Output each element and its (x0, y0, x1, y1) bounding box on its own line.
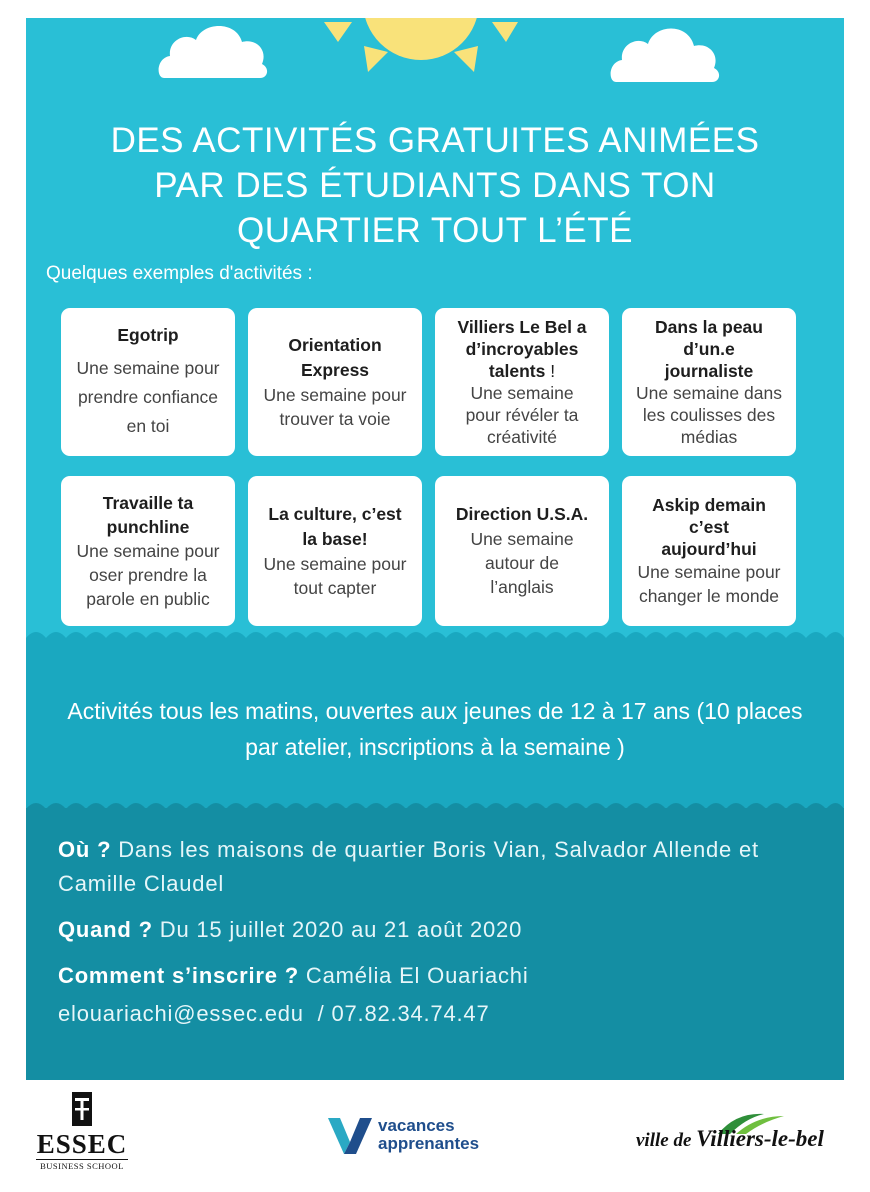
poster (26, 18, 844, 1080)
page-title (46, 118, 824, 253)
activity-title-text: Villiers Le Bel a d’incroyables talents (457, 317, 587, 381)
activity-title: Egotrip (117, 324, 179, 345)
wave-top-icon (26, 622, 844, 662)
when-value: Du 15 juillet 2020 au 21 août 2020 (159, 917, 523, 942)
contact-value: elouariachi@essec.edu / 07.82.34.74.47 (58, 1001, 490, 1026)
where-line (58, 833, 818, 901)
activity-desc: Une semaine dans les coulisses des médias (636, 383, 782, 447)
activity-title: Askip demain c’est aujourd’hui (652, 495, 766, 559)
activity-title: Dans la peau d’un.e journaliste (655, 317, 763, 381)
villiers-logo (636, 1110, 836, 1160)
activity-desc: Une semaine pour oser prendre la parole en public (76, 541, 220, 609)
villiers-name: Villiers-le-bel (696, 1126, 824, 1151)
activity-title: Travaille ta punchline (102, 493, 194, 537)
contact-line (58, 997, 818, 1031)
activity-title-suffix: ! (545, 361, 556, 381)
activity-desc: Une semaine pour révéler ta créativité (465, 383, 579, 447)
how-label: Comment s’inscrire ? (58, 963, 299, 988)
title-line: DES ACTIVITÉS GRATUITES ANIMÉES (110, 121, 760, 160)
how-value: Camélia El Ouariachi (305, 963, 529, 988)
activity-card-punchline (61, 476, 235, 626)
where-value: Dans les maisons de quartier Boris Vian, Salvador Allende et Camille Claudel (58, 837, 759, 896)
wave-bottom-icon (26, 793, 844, 833)
va-line1: vacances (378, 1116, 455, 1135)
cloud-right-icon (608, 18, 723, 82)
essec-emblem-icon (70, 1092, 94, 1126)
activity-title: Orientation Express (288, 335, 382, 380)
activity-card-culture (248, 476, 422, 626)
activity-card-talents (435, 308, 609, 456)
when-label: Quand ? (58, 917, 153, 942)
villiers-prefix: ville de (636, 1130, 697, 1151)
sun-icon (316, 18, 526, 88)
activity-card-journaliste (622, 308, 796, 456)
activity-desc: Une semaine pour trouver ta voie (263, 385, 407, 429)
event-details (58, 833, 818, 1031)
activity-desc: Une semaine pour prendre confiance en toi (76, 357, 220, 436)
activity-card-usa (435, 476, 609, 626)
where-label: Où ? (58, 837, 112, 862)
essec-name: ESSEC (36, 1129, 128, 1159)
va-mark-icon (328, 1118, 374, 1154)
essec-logo (36, 1092, 128, 1171)
title-line: QUARTIER TOUT L’ÉTÉ (237, 211, 633, 250)
villiers-text (636, 1126, 824, 1152)
activity-title: La culture, c’est la base! (268, 504, 402, 549)
activity-desc: Une semaine autour de l’anglais (470, 529, 574, 597)
activity-desc: Une semaine pour tout capter (263, 554, 407, 598)
essec-sub: BUSINESS SCHOOL (36, 1159, 128, 1171)
activity-desc: Une semaine pour changer le monde (637, 562, 781, 606)
activity-card-orientation (248, 308, 422, 456)
activities-subtitle: Quelques exemples d'activités : (46, 263, 313, 284)
activity-title: Direction U.S.A. (455, 504, 589, 524)
schedule-info: Activités tous les matins, ouvertes aux jeunes de 12 à 17 ans (10 places par atelier, inscriptions à la semaine ) (67, 698, 803, 760)
partner-logos (0, 1080, 870, 1192)
when-line (58, 913, 818, 947)
activity-card-askip (622, 476, 796, 626)
cloud-left-icon (156, 18, 271, 78)
va-line2: apprenantes (378, 1134, 480, 1153)
how-line (58, 959, 818, 993)
activity-title (431, 316, 613, 382)
title-line: PAR DES ÉTUDIANTS DANS TON (154, 166, 716, 205)
activity-card-egotrip (61, 308, 235, 456)
